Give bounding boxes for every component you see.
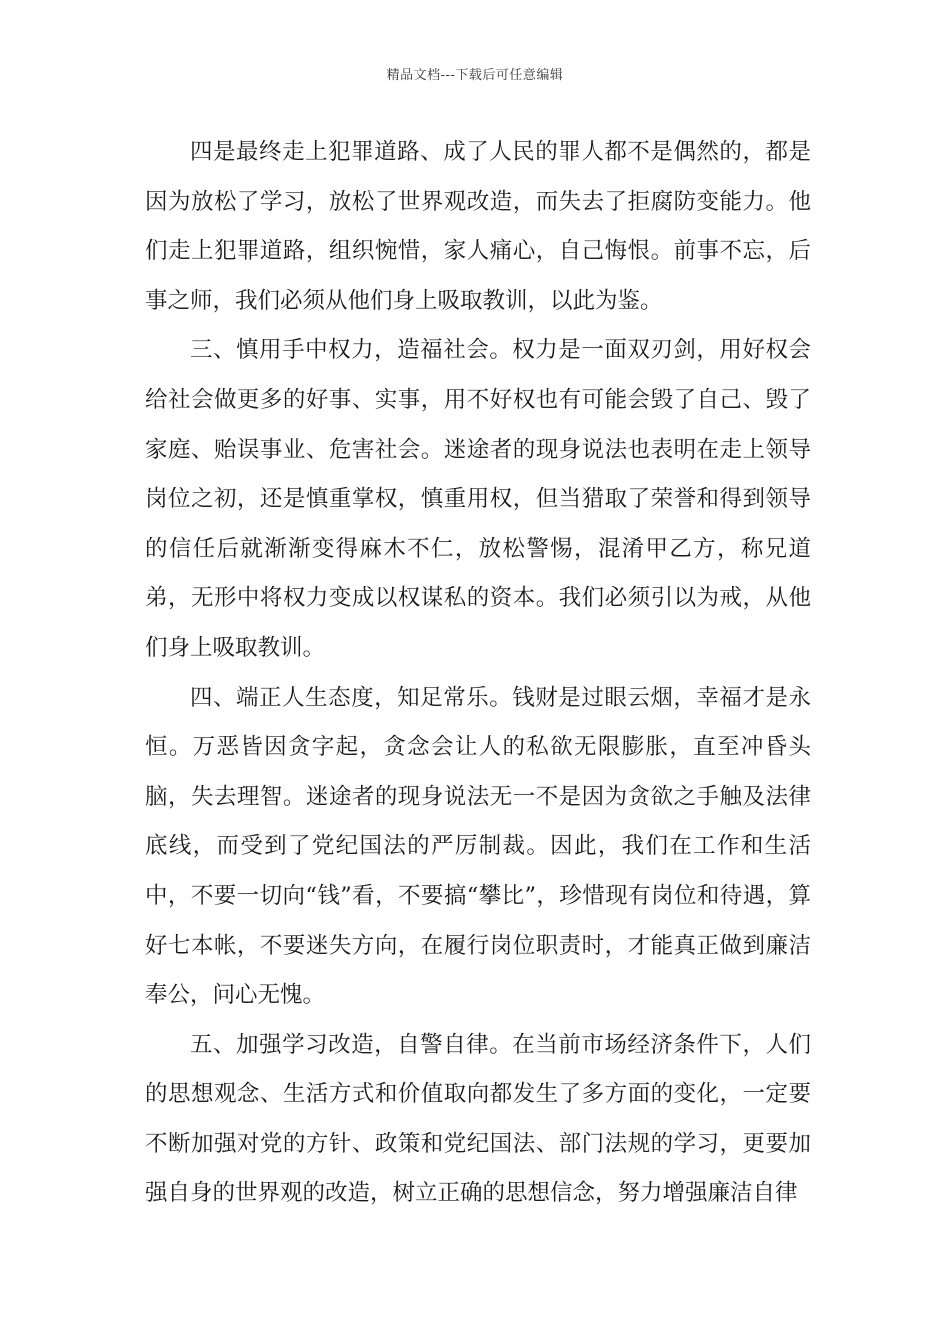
paragraph-section-four: 四、端正人生态度，知足常乐。钱财是过眼云烟，幸福才是永恒。万恶皆因贪字起，贪念会让人的私欲无限膨胀，直至冲昏头脑，失去理智。迷途者的现身说法无一不是因为贪欲之手触及法律底线，而受到了党纪国法的严厉制裁。因此，我们在工作和生活中，不要一切向“钱”看，不要搞“攀比”，珍惜现有岗位和待遇，算好七本帐，不要迷失方向，在履行岗位职责时，才能真正做到廉洁奉公，问心无愧。 — [145, 684, 811, 1009]
document-body — [145, 128, 811, 1219]
page-header: 精品文档---下载后可任意编辑 — [386, 68, 564, 83]
paragraph-section-three: 三、慎用手中权力，造福社会。权力是一面双刃剑，用好权会给社会做更多的好事、实事，用不好权也有可能会毁了自己、毁了家庭、贻误事业、危害社会。迷途者的现身说法也表明在走上领导岗位之初，还是慎重掌权，慎重用权，但当猎取了荣誉和得到领导的信任后就渐渐变得麻木不仁，放松警惕，混淆甲乙方，称兄道弟，无形中将权力变成以权谋私的资本。我们必须引以为戒，从他们身上吸取教训。 — [145, 337, 811, 661]
paragraph-lesson-four: 四是最终走上犯罪道路、成了人民的罪人都不是偶然的，都是因为放松了学习，放松了世界观改造，而失去了拒腐防变能力。他们走上犯罪道路，组织惋惜，家人痛心，自己悔恨。前事不忘，后事之师，我们必须从他们身上吸取教训，以此为鉴。 — [145, 139, 811, 314]
paragraph-section-five: 五、加强学习改造，自警自律。在当前市场经济条件下，人们的思想观念、生活方式和价值取向都发生了多方面的变化，一定要不断加强对党的方针、政策和党纪国法、部门法规的学习，更要加强自身的世界观的改造，树立正确的思想信念，努力增强廉洁自律 — [145, 1031, 811, 1207]
